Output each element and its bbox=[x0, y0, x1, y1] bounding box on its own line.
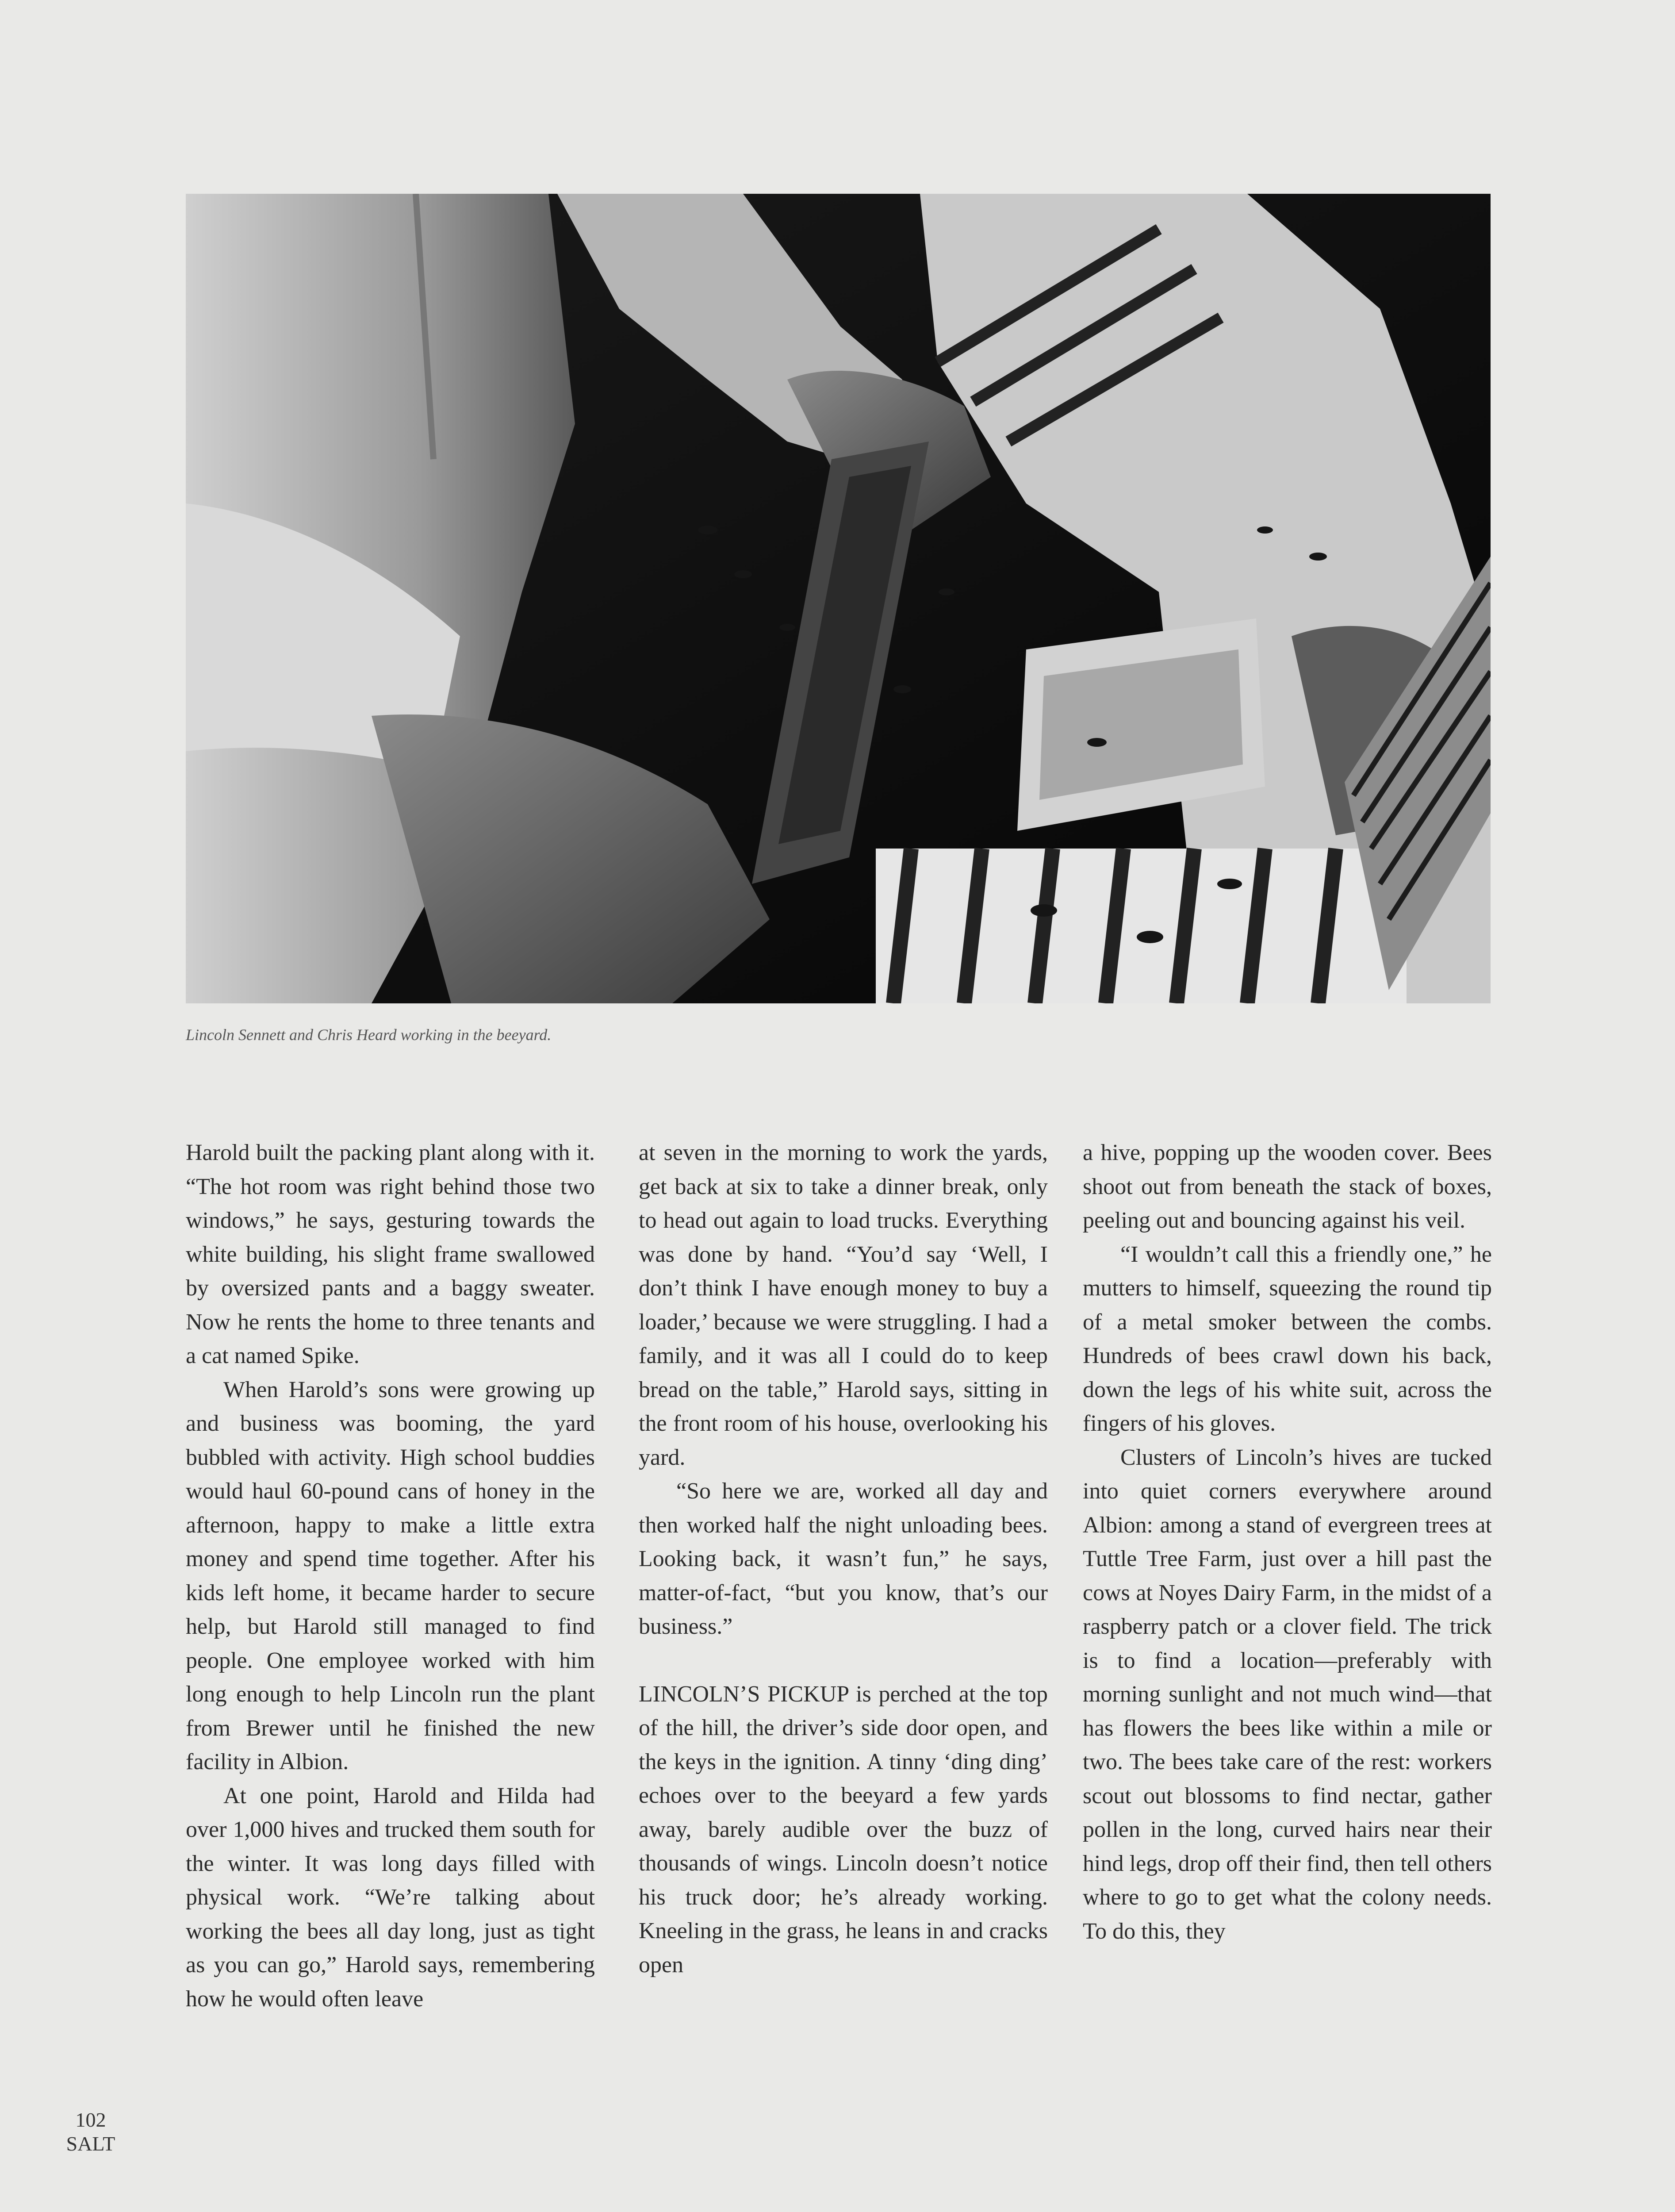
page-number: 102 bbox=[75, 2108, 106, 2131]
article-column-1 bbox=[186, 1136, 595, 2034]
section-opening-paragraph: LINCOLN’S PICKUP is perched at the top of the hill, the driver’s side door open, and the keys in the ignition. A tinny ‘ding ding’ echoes over to the beeyard a few yards away, barely audible over the buzz of thousands of wings. Lincoln doesn’t notice his truck door; he’s already working. Kneeling in the grass, he leans in and cracks open bbox=[639, 1681, 1048, 1978]
beeyard-photo-illustration bbox=[186, 194, 1491, 1003]
paragraph: “So here we are, worked all day and then worked half the night unloading bees. Looking back, it wasn’t fun,” he says, matter-of-fact, “but you know, that’s our business.” bbox=[639, 1479, 1048, 1639]
article-column-2 bbox=[639, 1136, 1048, 2034]
magazine-name: SALT bbox=[66, 2132, 115, 2155]
folio bbox=[62, 2108, 119, 2156]
paragraph: When Harold’s sons were growing up and business was booming, the yard bubbled with activity. High school buddies would haul 60-pound cans of honey in the afternoon, happy to make a little extra money and spend time together. After his kids left home, it became harder to secure help, but Harold still managed to find people. One employee worked with him long enough to help Lincoln run the plant from Brewer until he finished the new facility in Albion. bbox=[186, 1377, 595, 1774]
beeyard-photo bbox=[186, 194, 1491, 1003]
photo-caption: Lincoln Sennett and Chris Heard working in the beeyard. bbox=[186, 1026, 552, 1044]
paragraph: At one point, Harold and Hilda had over 1,000 hives and trucked them south for the winter. It was long days filled with physical work. “We’re talking about working the bees all day long, just as tight as you can go,” Harold says, remembering how he would often leave bbox=[186, 1783, 595, 2012]
paragraph: Clusters of Lincoln’s hives are tucked into quiet corners everywhere around Albion: among a stand of evergreen trees at Tuttle Tree Farm, just over a hill past the cows at Noyes Dairy Farm, in the midst of a raspberry patch or a clover field. The trick is to find a location—preferably with morning sunlight and not much wind—that has flowers the bees like within a mile or two. The bees take care of the rest: workers scout out blossoms to find nectar, gather pollen in the long, curved hairs near their hind legs, drop off their find, then tell others where to go to get what the colony needs. To do this, they bbox=[1083, 1444, 1492, 1944]
paragraph: “I wouldn’t call this a friendly one,” he mutters to himself, squeezing the round tip of a metal smoker between the combs. Hundreds of bees crawl down his back, down the legs of his white suit, across the fingers of his gloves. bbox=[1083, 1241, 1492, 1436]
article-column-3 bbox=[1083, 1136, 1492, 2034]
paragraph: at seven in the morning to work the yards, get back at six to take a dinner break, only to head out again to load trucks. Everything was done by hand. “You’d say ‘Well, I don’t think I have enough money to buy a loader,’ because we were struggling. I had a family, and it was all I could do to keep bread on the table,” Harold says, sitting in the front room of his house, overlooking his yard. bbox=[639, 1140, 1048, 1470]
paragraph: a hive, popping up the wooden cover. Bees shoot out from beneath the stack of boxes, peeling out and bouncing against his veil. bbox=[1083, 1140, 1492, 1233]
paragraph: Harold built the packing plant along with it. “The hot room was right behind those two windows,” he says, gesturing towards the white building, his slight frame swallowed by oversized pants and a baggy sweater. Now he rents the home to three tenants and a cat named Spike. bbox=[186, 1140, 595, 1368]
